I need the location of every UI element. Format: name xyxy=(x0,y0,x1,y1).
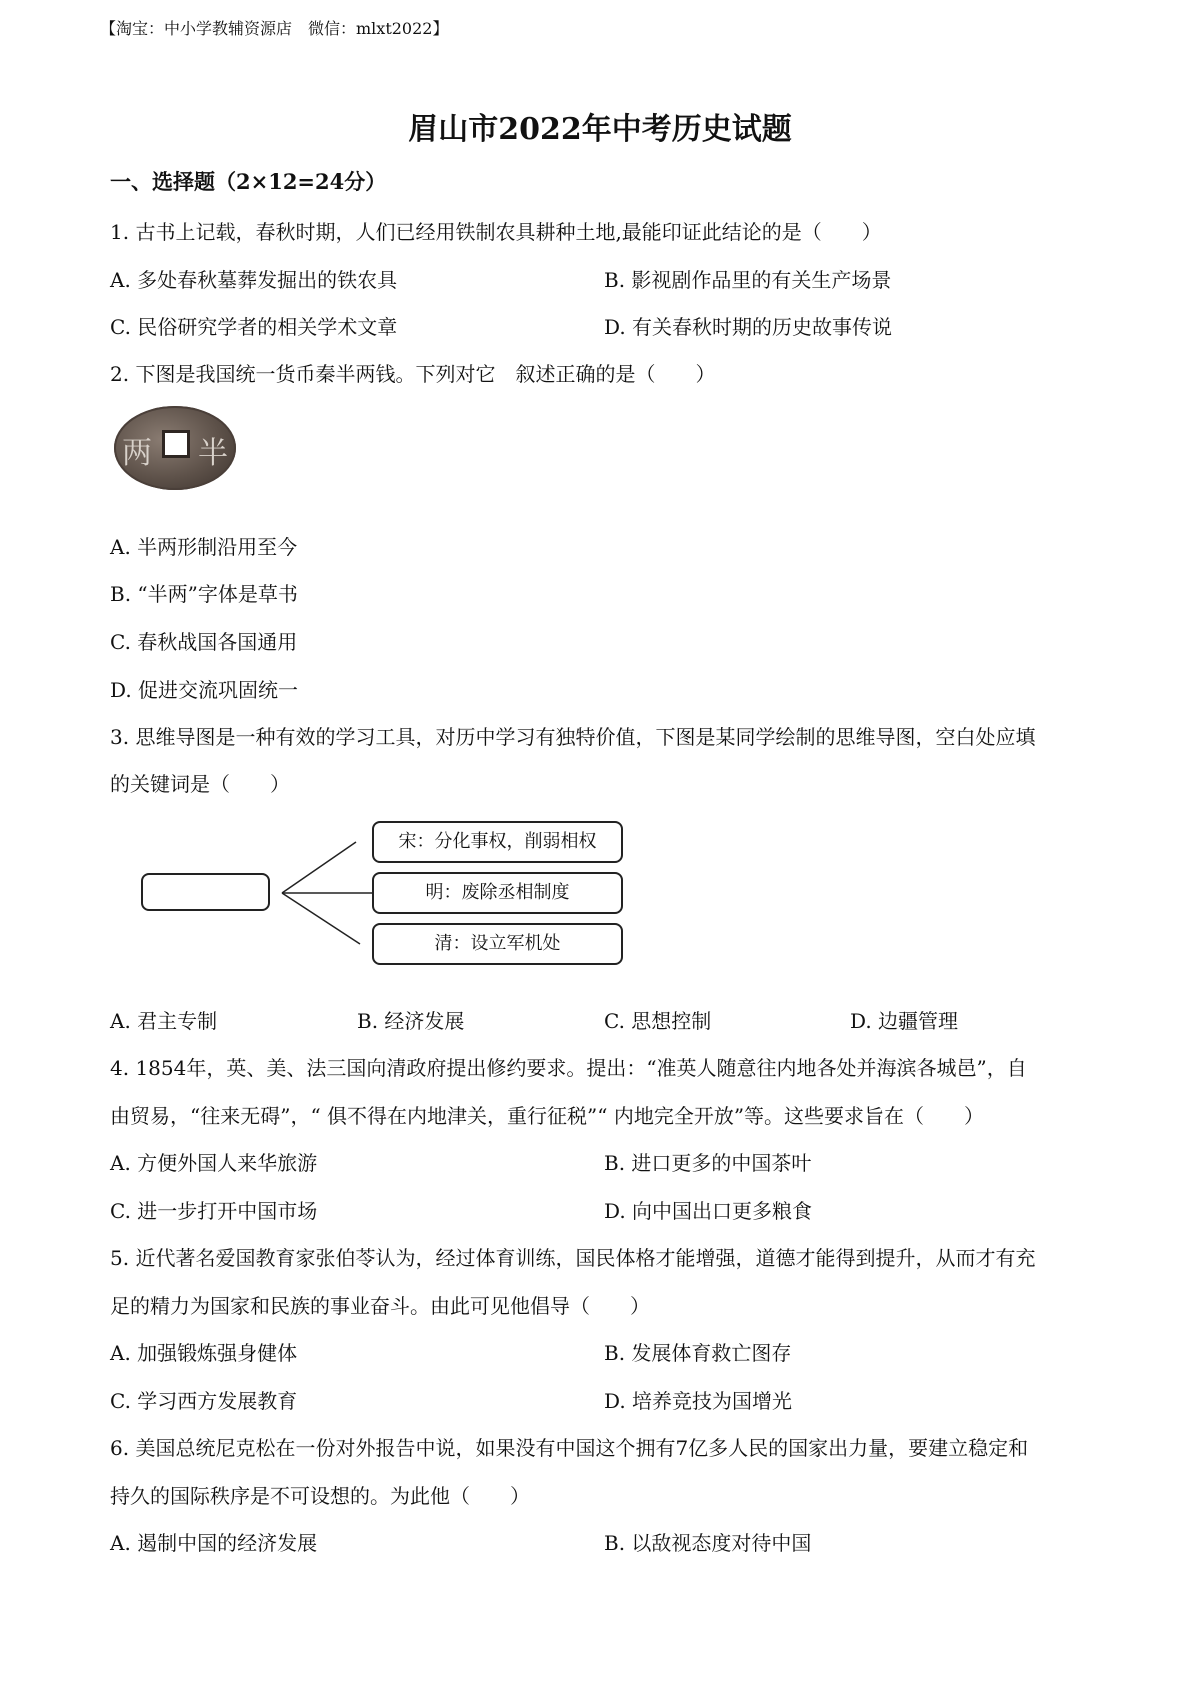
coin-left-character: 两 xyxy=(122,436,152,471)
question-3-stem-line-1: 3. 思维导图是一种有效的学习工具，对历中学习有独特价值，下图是某同学绘制的思维导图，空白处应填 xyxy=(110,725,1036,749)
question-6-option-a: A. 遏制中国的经济发展 xyxy=(110,1531,318,1555)
mind-map-box-song xyxy=(372,821,623,863)
page-title: 眉山市2022年中考历史试题 xyxy=(408,112,792,147)
question-4-option-d: D. 向中国出口更多粮食 xyxy=(604,1199,813,1223)
question-6-stem-line-1: 6. 美国总统尼克松在一份对外报告中说，如果没有中国这个拥有7亿多人民的国家出力量，要建立稳定和 xyxy=(110,1436,1029,1460)
coin-right-character: 半 xyxy=(198,436,228,471)
question-3-option-b: B. 经济发展 xyxy=(357,1009,465,1033)
question-6-stem-line-2: 持久的国际秩序是不可设想的。为此他（ ） xyxy=(110,1484,530,1508)
question-2-stem: 2. 下图是我国统一货币秦半两钱。下列对它 叙述正确的是（ ） xyxy=(110,362,716,386)
question-1-option-d: D. 有关春秋时期的历史故事传说 xyxy=(604,315,893,339)
mind-map-box-ming xyxy=(372,872,623,914)
question-3-option-c: C. 思想控制 xyxy=(604,1009,712,1033)
mind-map-box-qing xyxy=(372,923,623,965)
header-note: 【淘宝：中小学教辅资源店 微信：mlxt2022】 xyxy=(100,19,449,38)
question-5-option-b: B. 发展体育救亡图存 xyxy=(604,1341,792,1365)
question-3-stem-line-2: 的关键词是（ ） xyxy=(110,772,290,796)
question-4-option-c: C. 进一步打开中国市场 xyxy=(110,1199,318,1223)
question-1-stem: 1. 古书上记载，春秋时期，人们已经用铁制农具耕种土地,最能印证此结论的是（ ） xyxy=(110,220,882,244)
mind-map-box-ming-label: 明：废除丞相制度 xyxy=(425,882,570,903)
mind-map-box-song-label: 宋：分化事权，削弱相权 xyxy=(398,831,597,852)
question-4-stem-line-2: 由贸易，“往来无碍”，“ 俱不得在内地津关，重行征税”“ 内地完全开放”等。这些要求旨在（ ） xyxy=(110,1104,985,1128)
mind-map-box-qing-label: 清：设立军机处 xyxy=(434,933,561,954)
question-4-stem-line-1: 4. 1854年，英、美、法三国向清政府提出修约要求。提出：“准英人随意往内地各处并海滨各城邑”，自 xyxy=(110,1056,1027,1080)
question-2-option-d: D. 促进交流巩固统一 xyxy=(110,678,299,702)
question-2-option-c: C. 春秋战国各国通用 xyxy=(110,630,298,654)
question-5-option-a: A. 加强锻炼强身健体 xyxy=(110,1341,298,1365)
question-5-stem-line-1: 5. 近代著名爱国教育家张伯苓认为，经过体育训练，国民体格才能增强，道德才能得到提升，从而才有充 xyxy=(110,1246,1036,1270)
mind-map-blank-box xyxy=(141,873,270,911)
question-4-option-a: A. 方便外国人来华旅游 xyxy=(110,1151,318,1175)
question-3-option-d: D. 边疆管理 xyxy=(850,1009,959,1033)
question-1-option-a: A. 多处春秋墓葬发掘出的铁农具 xyxy=(110,268,398,292)
question-3-option-a: A. 君主专制 xyxy=(110,1009,218,1033)
question-2-option-a: A. 半两形制沿用至今 xyxy=(110,535,298,559)
section-heading: 一、选择题（2×12=24分） xyxy=(110,169,387,194)
question-6-option-b: B. 以敌视态度对待中国 xyxy=(604,1531,812,1555)
question-4-option-b: B. 进口更多的中国茶叶 xyxy=(604,1151,812,1175)
question-5-stem-line-2: 足的精力为国家和民族的事业奋斗。由此可见他倡导（ ） xyxy=(110,1294,650,1318)
question-2-option-b: B. “半两”字体是草书 xyxy=(110,582,298,606)
question-5-option-d: D. 培养竞技为国增光 xyxy=(604,1389,793,1413)
question-1-option-b: B. 影视剧作品里的有关生产场景 xyxy=(604,268,892,292)
question-5-option-c: C. 学习西方发展教育 xyxy=(110,1389,298,1413)
question-1-option-c: C. 民俗研究学者的相关学术文章 xyxy=(110,315,398,339)
